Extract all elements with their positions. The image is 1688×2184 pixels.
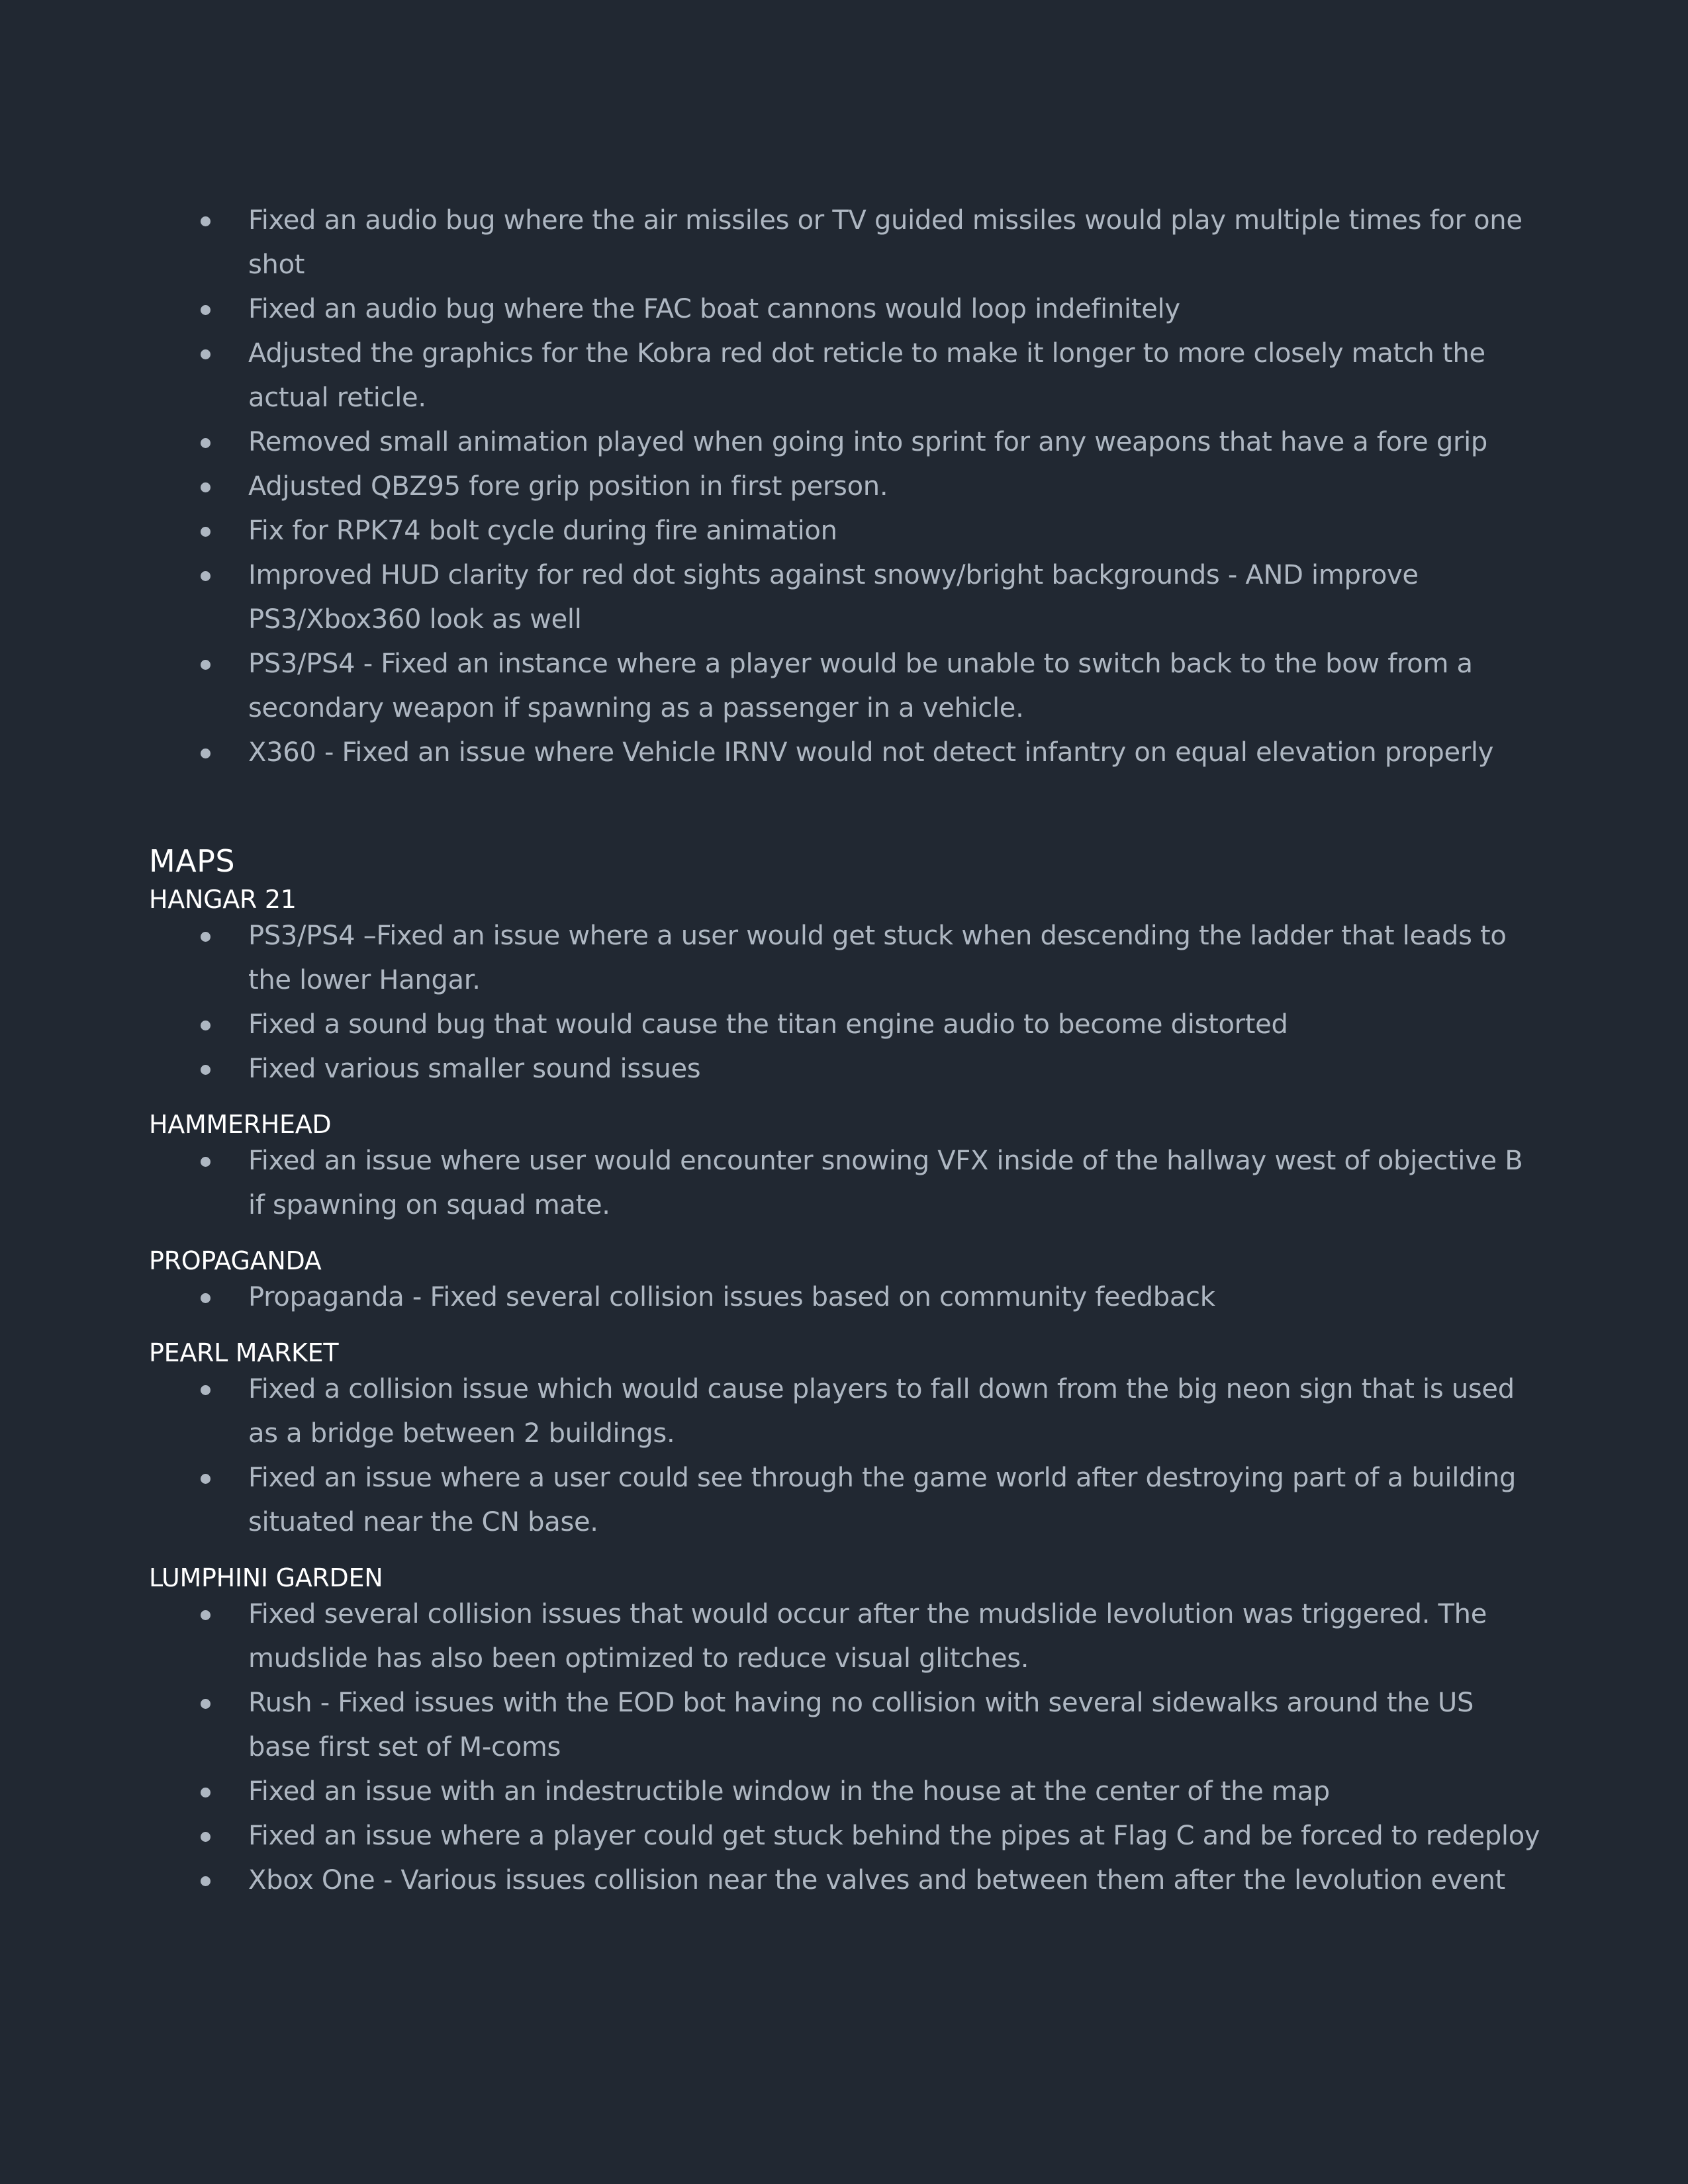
list-item <box>149 1592 1542 1681</box>
bullet-icon <box>201 305 211 315</box>
list-item-text: Fixed an issue where user would encounter snowing VFX inside of the hallway west of objective B if spawning on squad mate. <box>248 1146 1523 1220</box>
bullet-icon <box>201 1474 211 1484</box>
list-item <box>149 1770 1542 1814</box>
bullet-icon <box>201 349 211 359</box>
list-item <box>149 642 1542 731</box>
list-item <box>149 1139 1542 1228</box>
list-item-text: Adjusted the graphics for the Kobra red dot reticle to make it longer to more closely match the actual reticle. <box>248 338 1485 413</box>
list-item <box>149 332 1542 420</box>
list-item-text: Propaganda - Fixed several collision issues based on community feedback <box>248 1282 1215 1312</box>
list-item-text: Fixed an audio bug where the air missiles or TV guided missiles would play multiple times for one shot <box>248 205 1523 280</box>
list-item <box>149 1681 1542 1770</box>
list-item-text: PS3/PS4 –Fixed an issue where a user would get stuck when descending the ladder that leads to the lower Hangar. <box>248 921 1507 995</box>
map-fixes-list-lumphini-garden <box>149 1592 1542 1903</box>
map-title-propaganda: PROPAGANDA <box>149 1246 322 1275</box>
list-item-text: X360 - Fixed an issue where Vehicle IRNV would not detect infantry on equal elevation properly <box>248 737 1494 768</box>
list-item-text: Fix for RPK74 bolt cycle during fire animation <box>248 516 837 546</box>
bullet-icon <box>201 749 211 758</box>
list-item-text: Removed small animation played when going into sprint for any weapons that have a fore grip <box>248 427 1488 457</box>
bullet-icon <box>201 1021 211 1030</box>
bullet-icon <box>201 1876 211 1886</box>
list-item-text: Fixed an issue where a player could get stuck behind the pipes at Flag C and be forced to redeploy <box>248 1821 1540 1851</box>
map-title-hammerhead: HAMMERHEAD <box>149 1110 332 1139</box>
map-title-hangar-21: HANGAR 21 <box>149 885 297 914</box>
list-item <box>149 199 1542 287</box>
list-item <box>149 1275 1542 1320</box>
bullet-icon <box>201 1157 211 1167</box>
list-item <box>149 287 1542 332</box>
list-item-text: Fixed a sound bug that would cause the titan engine audio to become distorted <box>248 1009 1288 1040</box>
bullet-icon <box>201 482 211 492</box>
list-item-text: PS3/PS4 - Fixed an instance where a player would be unable to switch back to the bow from a secondary weapon if spawning as a passenger in a vehicle. <box>248 649 1473 723</box>
list-item <box>149 1003 1542 1047</box>
list-item-text: Xbox One - Various issues collision near the valves and between them after the levolution event <box>248 1865 1505 1895</box>
bullet-icon <box>201 1293 211 1303</box>
map-title-lumphini-garden: LUMPHINI GARDEN <box>149 1563 383 1592</box>
list-item <box>149 465 1542 509</box>
bullet-icon <box>201 932 211 942</box>
list-item-text: Adjusted QBZ95 fore grip position in first person. <box>248 471 888 502</box>
bullet-icon <box>201 216 211 226</box>
list-item <box>149 1367 1542 1456</box>
bullet-icon <box>201 1832 211 1842</box>
list-item <box>149 1456 1542 1545</box>
bullet-icon <box>201 660 211 670</box>
list-item <box>149 1814 1542 1858</box>
list-item-text: Fixed various smaller sound issues <box>248 1054 701 1084</box>
bullet-icon <box>201 1699 211 1709</box>
bullet-icon <box>201 571 211 581</box>
list-item-text: Fixed an audio bug where the FAC boat cannons would loop indefinitely <box>248 294 1180 324</box>
list-item-text: Fixed several collision issues that would occur after the mudslide levolution was triggered. The mudslide has also been optimized to reduce visual glitches. <box>248 1599 1487 1674</box>
bullet-icon <box>201 438 211 448</box>
bullet-icon <box>201 1065 211 1075</box>
list-item <box>149 914 1542 1003</box>
list-item <box>149 731 1542 775</box>
map-title-pearl-market: PEARL MARKET <box>149 1338 339 1367</box>
list-item <box>149 1047 1542 1091</box>
list-item-text: Fixed an issue where a user could see through the game world after destroying part of a building situated near the CN base. <box>248 1463 1517 1537</box>
list-item-text: Fixed a collision issue which would cause players to fall down from the big neon sign that is used as a bridge between 2 buildings. <box>248 1374 1515 1449</box>
list-item <box>149 509 1542 553</box>
map-fixes-list-propaganda <box>149 1275 1542 1320</box>
map-fixes-list-hangar-21 <box>149 914 1542 1091</box>
map-fixes-list-pearl-market <box>149 1367 1542 1545</box>
general-fixes-list <box>149 199 1542 775</box>
section-title-maps: MAPS <box>149 843 236 879</box>
list-item-text: Improved HUD clarity for red dot sights against snowy/bright backgrounds - AND improve PS3/Xbox360 look as well <box>248 560 1419 635</box>
list-item <box>149 1858 1542 1903</box>
list-item <box>149 420 1542 465</box>
list-item-text: Rush - Fixed issues with the EOD bot having no collision with several sidewalks around the US base first set of M-coms <box>248 1688 1474 1762</box>
bullet-icon <box>201 1610 211 1620</box>
bullet-icon <box>201 527 211 537</box>
bullet-icon <box>201 1385 211 1395</box>
bullet-icon <box>201 1788 211 1797</box>
list-item <box>149 553 1542 642</box>
list-item-text: Fixed an issue with an indestructible window in the house at the center of the map <box>248 1776 1330 1807</box>
map-fixes-list-hammerhead <box>149 1139 1542 1228</box>
